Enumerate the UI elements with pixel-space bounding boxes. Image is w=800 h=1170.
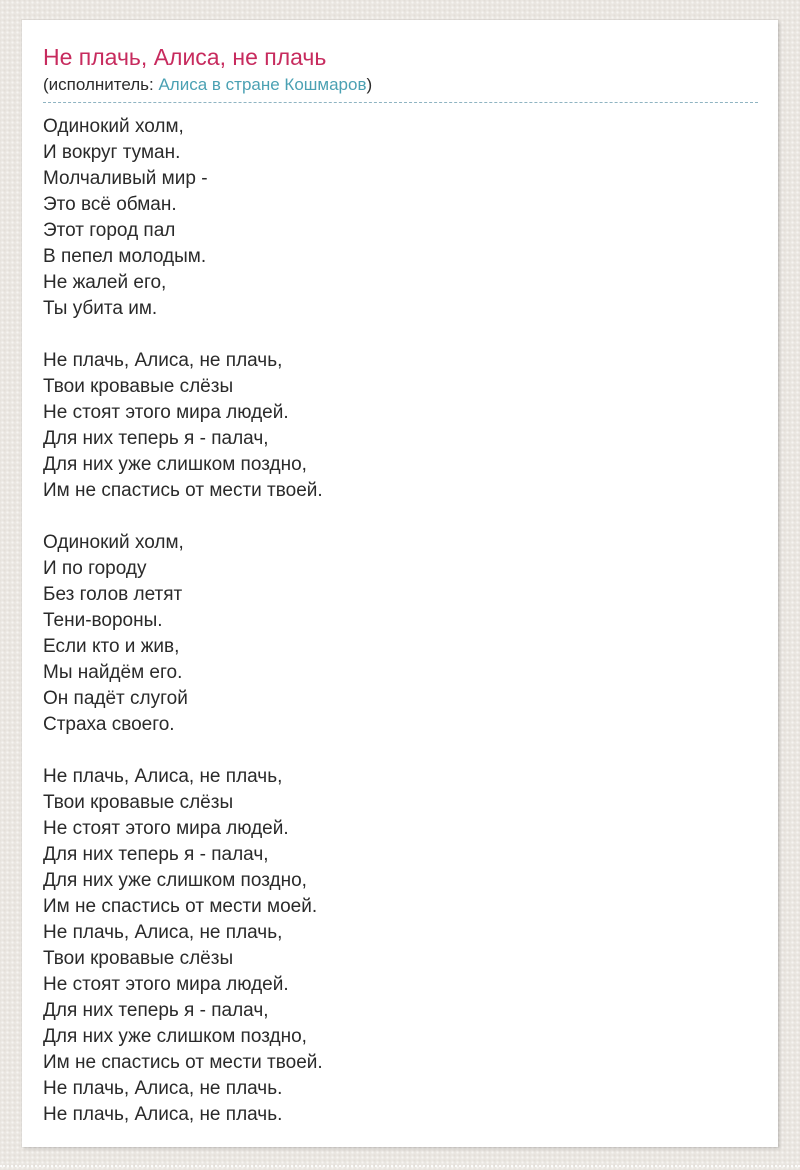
bottom-divider	[0, 1165, 800, 1167]
lyrics-line: Твои кровавые слёзы	[43, 792, 234, 813]
lyrics-line: Это всё обман.	[43, 194, 177, 215]
lyrics-line: Твои кровавые слёзы	[43, 376, 234, 397]
performer-suffix: )	[366, 75, 373, 94]
lyrics-line: Ты убита им.	[43, 298, 158, 319]
lyrics-line: Не стоят этого мира людей.	[43, 402, 289, 423]
lyrics-line: Не плачь, Алиса, не плачь,	[43, 922, 283, 943]
lyrics-line: Не стоят этого мира людей.	[43, 818, 289, 839]
lyrics-line: И вокруг туман.	[43, 142, 181, 163]
lyrics-line: Одинокий холм,	[43, 532, 184, 553]
lyrics-line: Для них уже слишком поздно,	[43, 870, 307, 891]
verse	[43, 764, 758, 1128]
lyrics-line: Не жалей его,	[43, 272, 167, 293]
lyrics-line: Не стоят этого мира людей.	[43, 974, 289, 995]
song-title: Не плачь, Алиса, не плачь	[43, 44, 327, 70]
lyrics-text	[43, 114, 758, 1128]
lyrics-line: Им не спастись от мести моей.	[43, 896, 318, 917]
lyrics-line: Для них теперь я - палач,	[43, 844, 269, 865]
lyrics-line: Мы найдём его.	[43, 662, 183, 683]
lyrics-line: И по городу	[43, 558, 147, 579]
verse	[43, 530, 758, 738]
lyrics-line: Им не спастись от мести твоей.	[43, 1052, 323, 1073]
verse	[43, 114, 758, 322]
lyrics-line: Он падёт слугой	[43, 688, 188, 709]
lyrics-line: Не плачь, Алиса, не плачь,	[43, 766, 283, 787]
lyrics-line: Тени-вороны.	[43, 610, 163, 631]
lyrics-card	[22, 20, 778, 1147]
lyrics-line: Не плачь, Алиса, не плачь.	[43, 1078, 283, 1099]
lyrics-line: Им не спастись от мести твоей.	[43, 480, 323, 501]
lyrics-line: Молчаливый мир -	[43, 168, 208, 189]
lyrics-line: Твои кровавые слёзы	[43, 948, 234, 969]
lyrics-line: Не плачь, Алиса, не плачь,	[43, 350, 283, 371]
lyrics-line: Для них теперь я - палач,	[43, 428, 269, 449]
lyrics-line: Для них уже слишком поздно,	[43, 454, 307, 475]
lyrics-line: Этот город пал	[43, 220, 176, 241]
lyrics-line: Для них уже слишком поздно,	[43, 1026, 307, 1047]
performer-link[interactable]: Алиса в стране Кошмаров	[158, 75, 367, 94]
verse	[43, 348, 758, 504]
lyrics-line: Одинокий холм,	[43, 116, 184, 137]
lyrics-line: Если кто и жив,	[43, 636, 180, 657]
performer-line	[43, 74, 758, 103]
lyrics-line: Страха своего.	[43, 714, 175, 735]
performer-prefix: (исполнитель:	[43, 75, 159, 94]
lyrics-line: Не плачь, Алиса, не плачь.	[43, 1104, 283, 1125]
lyrics-line: В пепел молодым.	[43, 246, 207, 267]
lyrics-line: Без голов летят	[43, 584, 183, 605]
lyrics-line: Для них теперь я - палач,	[43, 1000, 269, 1021]
